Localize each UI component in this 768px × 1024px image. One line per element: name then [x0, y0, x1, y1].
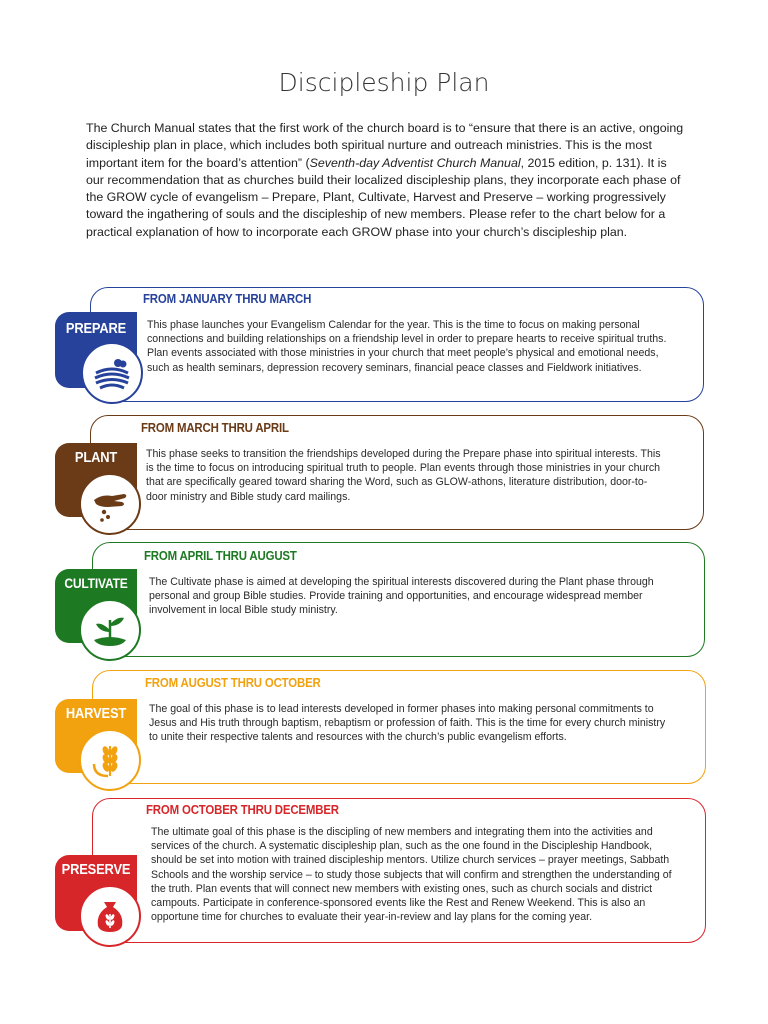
phase-badge-label: HARVEST — [65, 705, 127, 722]
phase-badge-label: PRESERVE — [61, 861, 131, 878]
phase-description: The goal of this phase is to lead interests developed in former phases into making personal commitments to Jesus and His truth through baptism, rebaptism or profession of faith. This is the time for every church ministry to unite their respective talents and resources with the church’s public evangelism efforts. — [149, 703, 666, 744]
phase-heading: FROM AUGUST THRU OCTOBER — [145, 675, 321, 690]
intro-paragraph — [86, 120, 686, 241]
phase-description: The ultimate goal of this phase is the discipling of new members and integrating them into the activities and services of the church. A systematic discipleship plan, such as the one found in the Discipleship Handbook, should be set into motion with trained discipleship mentors. Utilize church services – prayer meetings, Sabbath Schools and the worship service – to study those subjects that will confirm and strengthen the understanding of the truth. Plan events that will connect new members with existing ones, such as church socials and district campouts. Participate in conference-sponsored events like the Rest and Renew Weekend. This is also an opportune time for churches to evaluate their year-in-review and lay plans for the coming year. — [151, 826, 672, 924]
phase-badge — [55, 312, 137, 388]
phase-badge-label: CULTIVATE — [64, 575, 128, 591]
grain-sack-icon — [79, 885, 141, 947]
phase-badge — [55, 855, 137, 931]
phase-heading: FROM JANUARY THRU MARCH — [143, 291, 312, 306]
phase-description: This phase seeks to transition the friendships developed during the Prepare phase into spiritual interests. This is the time to focus on introducing spiritual truth to people. Plan events through those ministries in your church that are specifically geared toward sharing the Word, such as GLOW-athons, literature distribution, door-to-door ministry and Bible study card mailings. — [146, 448, 661, 503]
phase-heading: FROM OCTOBER THRU DECEMBER — [146, 802, 339, 817]
page-title: Discipleship Plan — [278, 68, 490, 97]
intro-citation: Seventh-day Adventist Church Manual — [309, 155, 521, 170]
phase-badge — [55, 699, 137, 773]
phase-badge — [55, 569, 137, 643]
intro-text-1: The Church Manual states that the first work of the church board is to “ensure that there is an active, ongoing discipleship plan in place, which includes both spiritual nurture and outreach ministries. This is the most important item for the board’s attention” ( — [86, 121, 684, 170]
phase-description: This phase launches your Evangelism Calendar for the year. This is the time to focus on making personal connections and building relationships on a friendship level in order to prepare hearts to receive spiritual truths. Plan events associated with those ministries in your church that meet people’s physical and emotional needs, such as health seminars, depression recovery seminars, financial peace classes and Fieldwork initiatives. — [147, 319, 667, 374]
sowing-hand-icon — [79, 473, 141, 535]
sprout-icon — [79, 599, 141, 661]
phase-heading: FROM APRIL THRU AUGUST — [144, 548, 297, 563]
phase-badge — [55, 443, 137, 517]
wheat-icon — [79, 729, 141, 791]
field-icon — [81, 342, 143, 404]
phase-badge-label: PREPARE — [65, 320, 127, 337]
phase-badge-label: PLANT — [74, 449, 118, 466]
intro-text-2: , 2015 edition, p. 131). It is our recommendation that as churches build their localized discipleship plans, they incorporate each phase of the GROW cycle of evangelism – Prepare, Plant, Cultivate, Harvest and Preserve – working progressively toward the ingathering of souls and the discipleship of new members. Please refer to the chart below for a practical explanation of how to incorporate each GROW phase into your church’s discipleship plan. — [86, 155, 681, 239]
phase-heading: FROM MARCH THRU APRIL — [141, 420, 289, 435]
phase-description: The Cultivate phase is aimed at developing the spiritual interests discovered during the Plant phase through personal and group Bible studies. Provide training and opportunities, and encourage widespread member involvement in local Bible study ministry. — [149, 576, 654, 617]
